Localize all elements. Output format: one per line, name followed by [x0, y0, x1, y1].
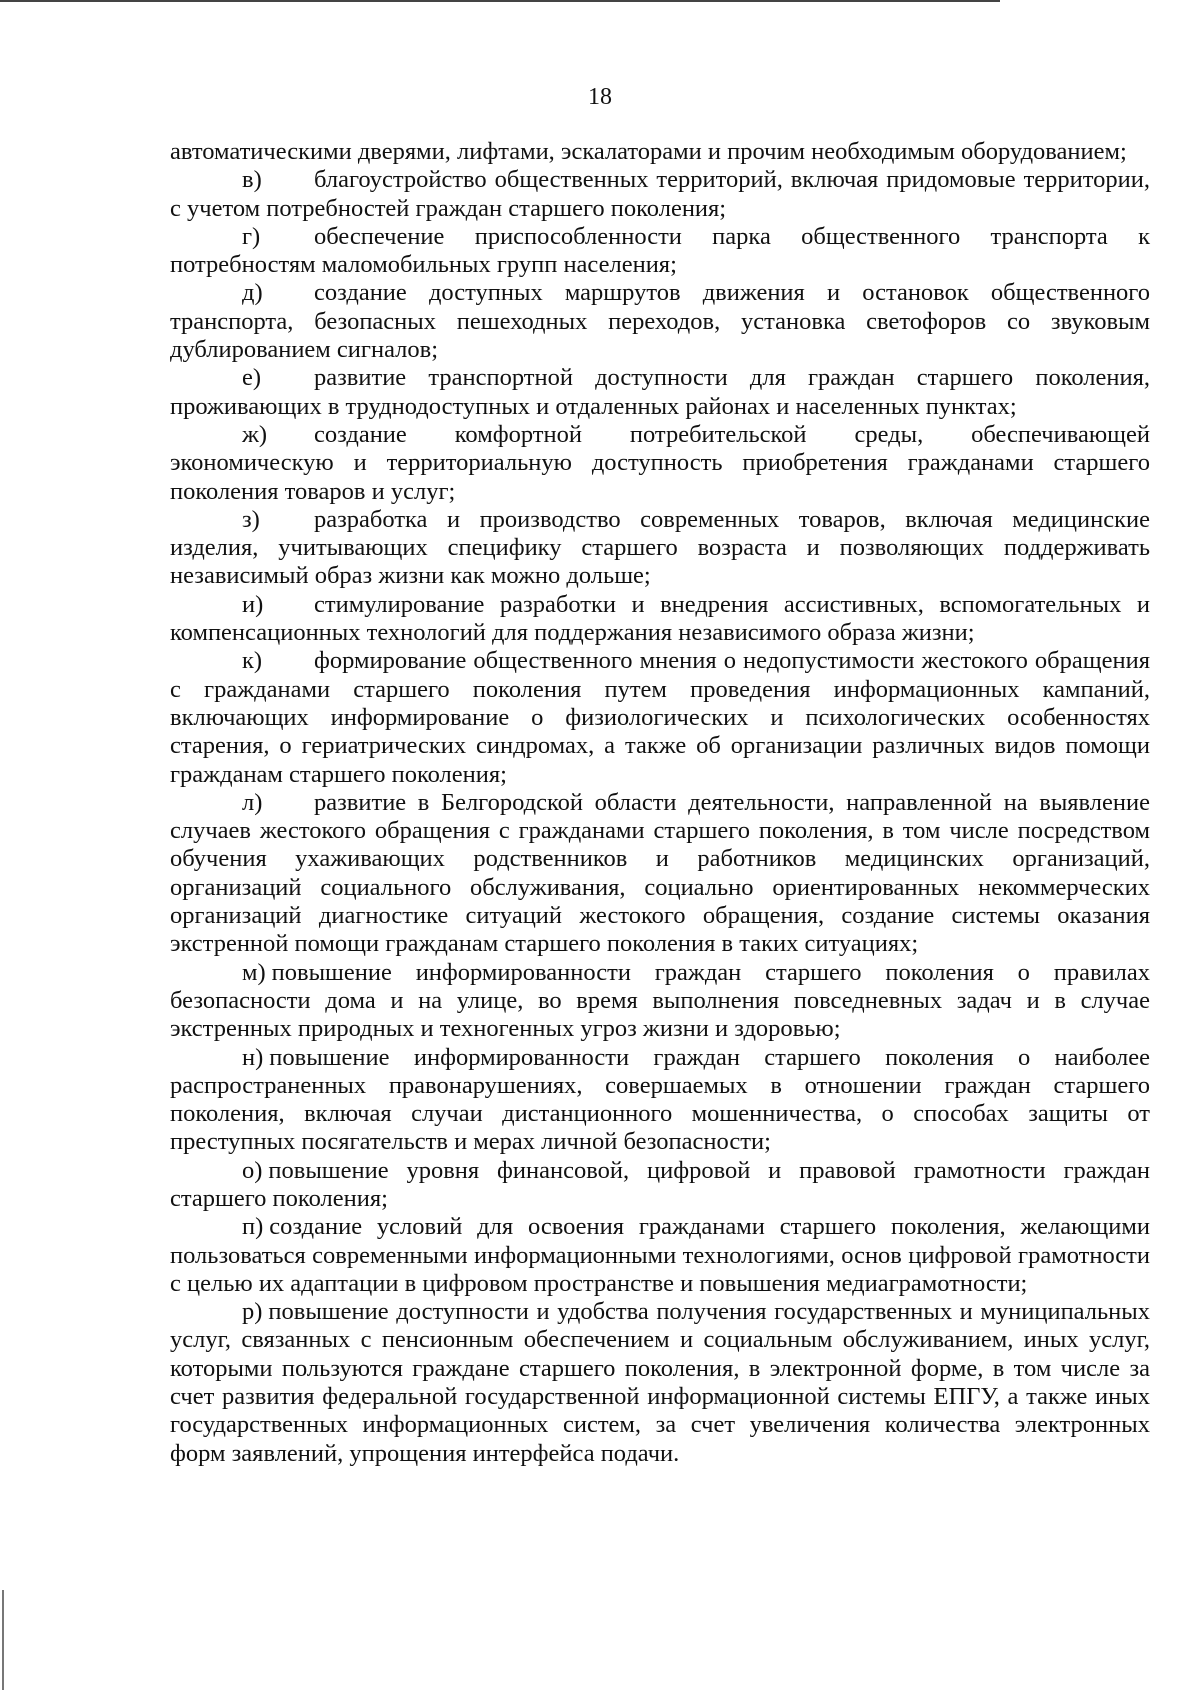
list-item-zh: [170, 421, 1150, 506]
list-item-z: [170, 506, 1150, 591]
document-body: [170, 138, 1150, 1468]
scan-edge-mark: [2, 1590, 4, 1690]
list-item-e: [170, 364, 1150, 421]
list-item-text: обеспечение приспособленности парка общественного транспорта к потребностям маломобильных групп населения;: [170, 222, 1150, 279]
list-item-k: [170, 647, 1150, 788]
page-number: 18: [588, 84, 612, 110]
list-marker: ж): [242, 420, 268, 448]
list-item-text: создание условий для освоения гражданами старшего поколения, желающими пользоваться современными информационными технологиями, основ цифровой грамотности с целью их адаптации в цифровом пространстве и повышения медиаграмотности;: [170, 1213, 1150, 1297]
list-item-text: повышение доступности и удобства получения государственных и муниципальных услуг, связанных с пенсионным обеспечением и социальным обслуживанием, иных услуг, которыми пользуются граждане старшего поколения, в электронной форме, в том числе за счет развития федеральной государственной информационной системы ЕПГУ, а также иных государственных информационных систем, за счет увеличения количества электронных форм заявлений, упрощения интерфейса подачи.: [170, 1298, 1150, 1467]
list-item-v: [170, 166, 1150, 223]
list-item-text: создание доступных маршрутов движения и остановок общественного транспорта, безопасных пешеходных переходов, установка светофоров со звуковым дублированием сигналов;: [170, 279, 1150, 364]
list-item-text: создание комфортной потребительской среды, обеспечивающей экономическую и территориальную доступность приобретения гражданами старшего поколения товаров и услуг;: [170, 420, 1150, 505]
list-marker: з): [242, 505, 260, 533]
list-item-m: [170, 959, 1150, 1044]
list-marker: д): [242, 279, 263, 307]
list-item-l: [170, 789, 1150, 959]
list-item-o: [170, 1157, 1150, 1214]
list-marker: п): [242, 1213, 264, 1241]
list-item-text: стимулирование разработки и внедрения ассистивных, вспомогательных и компенсационных технологий для поддержания независимого образа жизни;: [170, 590, 1150, 647]
paragraph-continuation: [170, 138, 1150, 166]
list-item-n: [170, 1044, 1150, 1157]
list-marker: е): [242, 364, 262, 392]
list-marker: м): [242, 958, 266, 986]
list-item-text: разработка и производство современных товаров, включая медицинские изделия, учитывающих специфику старшего возраста и позволяющих поддерживать независимый образ жизни как можно дольше;: [170, 505, 1150, 590]
list-item-g: [170, 223, 1150, 280]
list-item-text: повышение уровня финансовой, цифровой и правовой грамотности граждан старшего поколения;: [170, 1156, 1150, 1212]
list-item-text: повышение информированности граждан старшего поколения о правилах безопасности дома и на улице, во время выполнения повседневных задач и в случае экстренных природных и техногенных угроз жизни и здоровью;: [170, 958, 1150, 1043]
list-item-text: развитие транспортной доступности для граждан старшего поколения, проживающих в труднодоступных и отдаленных районах и населенных пунктах;: [170, 364, 1150, 420]
list-marker: и): [242, 590, 264, 618]
list-item-text: благоустройство общественных территорий, включая придомовые территории, с учетом потребностей граждан старшего поколения;: [170, 166, 1150, 222]
list-marker: л): [242, 788, 263, 816]
list-marker: к): [242, 647, 263, 675]
list-marker: г): [242, 222, 261, 250]
scan-edge-line: [0, 0, 1000, 2]
list-item-text: повышение информированности граждан старшего поколения о наиболее распространенных правонарушениях, совершаемых в отношении граждан старшего поколения, включая случаи дистанционного мошенничества, о способах защиты от преступных посягательств и мерах личной безопасности;: [170, 1043, 1150, 1156]
list-marker: о): [242, 1156, 263, 1184]
paragraph-text: автоматическими дверями, лифтами, эскалаторами и прочим необходимым оборудованием;: [170, 138, 1127, 165]
list-item-text: развитие в Белгородской области деятельности, направленной на выявление случаев жестокого обращения с гражданами старшего поколения, в том числе посредством обучения ухаживающих родственников и работников медицинских организаций, организаций социального обслуживания, социально ориентированных некоммерческих организаций диагностике ситуаций жестокого обращения, создание системы оказания экстренной помощи гражданам старшего поколения в таких ситуациях;: [170, 788, 1150, 958]
list-marker: в): [242, 166, 262, 194]
list-marker: р): [242, 1298, 263, 1326]
list-item-p: [170, 1213, 1150, 1298]
list-item-text: формирование общественного мнения о недопустимости жестокого обращения с гражданами старшего поколения путем проведения информационных кампаний, включающих информирование о физиологических и психологических особенностях старения, о гериатрических синдромах, а также об организации различных видов помощи гражданам старшего поколения;: [170, 647, 1150, 788]
list-item-i: [170, 591, 1150, 648]
list-item-r: [170, 1298, 1150, 1468]
list-item-d: [170, 279, 1150, 364]
list-marker: н): [242, 1043, 264, 1071]
